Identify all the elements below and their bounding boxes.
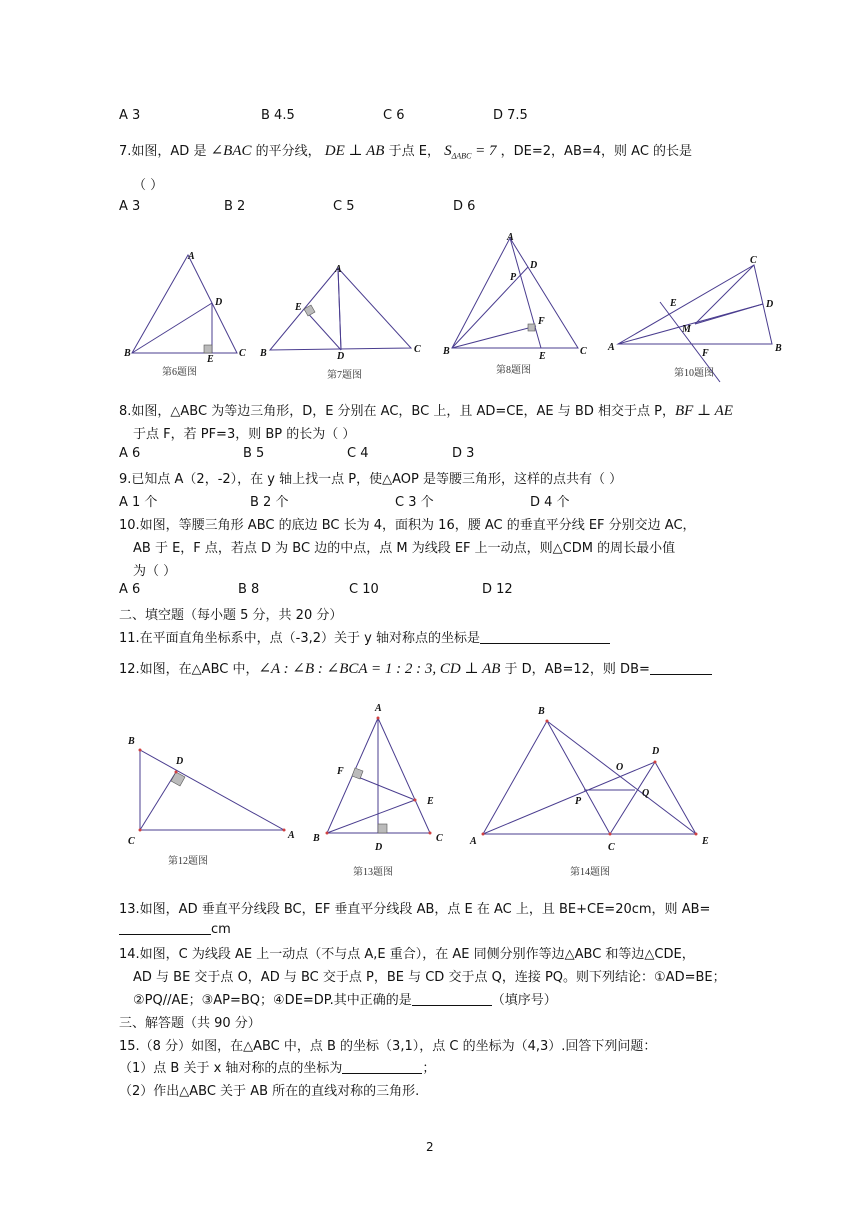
figure-q7 bbox=[255, 262, 425, 387]
svg-text:D: D bbox=[176, 756, 184, 767]
svg-text:F: F bbox=[538, 316, 545, 327]
q10-option-b: B 8 bbox=[238, 582, 260, 597]
q7-option-a: A 3 bbox=[119, 199, 141, 214]
q14-stem-line3: ②PQ//AE；③AP=BQ；④DE=DP.其中正确的是 （填序号） bbox=[133, 993, 557, 1008]
svg-text:B: B bbox=[443, 346, 450, 357]
q15-part2: （2）作出△ABC 关于 AB 所在的直线对称的三角形. bbox=[119, 1084, 420, 1099]
figure-q12 bbox=[122, 730, 302, 870]
section-2-heading: 二、填空题（每小题 5 分，共 20 分） bbox=[119, 608, 343, 623]
q9-option-d: D 4 个 bbox=[530, 495, 570, 510]
q13-stem-line1: 13.如图，AD 垂直平分线段 BC，EF 垂直平分线段 AB，点 E 在 AC 上，且 BE+CE=20cm，则 AB= bbox=[119, 902, 711, 917]
svg-text:B: B bbox=[124, 348, 131, 359]
q8-option-d: D 3 bbox=[452, 446, 475, 461]
svg-text:C: C bbox=[436, 833, 443, 844]
svg-text:C: C bbox=[608, 842, 615, 853]
caption-fig12: 第12题图 bbox=[168, 856, 208, 867]
q15-answer-blank[interactable] bbox=[342, 1059, 422, 1074]
q7-option-b: B 2 bbox=[224, 199, 246, 214]
figure-q8 bbox=[440, 228, 585, 378]
figure-q10 bbox=[600, 252, 790, 387]
svg-text:B: B bbox=[775, 343, 782, 354]
q10-option-a: A 6 bbox=[119, 582, 141, 597]
svg-text:A: A bbox=[608, 342, 615, 353]
svg-text:D: D bbox=[766, 299, 774, 310]
svg-text:A: A bbox=[288, 830, 295, 841]
caption-fig13: 第13题图 bbox=[353, 867, 393, 878]
q9-stem: 9.已知点 A（2，-2），在 y 轴上找一点 P，使△AOP 是等腰三角形，这样的点共有（ ） bbox=[119, 472, 623, 487]
figure-q13 bbox=[305, 700, 455, 885]
page-number: 2 bbox=[426, 1140, 434, 1154]
q9-option-b: B 2 个 bbox=[250, 495, 289, 510]
q12-stem: 12.如图，在△ABC 中，∠A : ∠B : ∠BCA = 1 : 2 : 3, CD ⊥ AB 于 D，AB=12，则 DB= bbox=[119, 658, 712, 678]
svg-text:D: D bbox=[375, 842, 383, 853]
svg-text:M: M bbox=[682, 324, 691, 335]
svg-text:A: A bbox=[470, 836, 477, 847]
svg-text:E: E bbox=[702, 836, 709, 847]
q7-stem: 7.如图，AD 是 ∠BAC 的平分线， DE ⊥ AB 于点 E， $S_{\Delta ABC} = 7$ ，DE=2，AB=4，则 AC 的长是 bbox=[119, 143, 693, 161]
q15-part1: （1）点 B 关于 x 轴对称的点的坐标为 ； bbox=[119, 1061, 436, 1076]
svg-text:B: B bbox=[260, 348, 267, 359]
q14-stem-line2: AD 与 BE 交于点 O，AD 与 BC 交于点 P，BE 与 CD 交于点 Q，连接 PQ。则下列结论：①AD=BE； bbox=[133, 970, 726, 985]
q6-option-c: C 6 bbox=[383, 108, 405, 123]
svg-text:A: A bbox=[375, 703, 382, 714]
q14-stem-line1: 14.如图，C 为线段 AE 上一动点（不与点 A,E 重合），在 AE 同侧分别作等边△ABC 和等边△CDE， bbox=[119, 947, 695, 962]
svg-text:D: D bbox=[652, 746, 660, 757]
svg-text:E: E bbox=[295, 302, 302, 313]
q10-stem-line1: 10.如图，等腰三角形 ABC 的底边 BC 长为 4，面积为 16，腰 AC 的垂直平分线 EF 分别交边 AC， bbox=[119, 518, 696, 533]
q7-answer-paren: （ ） bbox=[133, 178, 164, 193]
svg-text:C: C bbox=[414, 344, 421, 355]
svg-text:F: F bbox=[702, 348, 709, 359]
q13-answer-blank[interactable] bbox=[119, 920, 211, 935]
svg-text:A: A bbox=[188, 251, 195, 262]
q10-stem-line2: AB 于 E，F 点，若点 D 为 BC 边的中点，点 M 为线段 EF 上一动点，则△CDM 的周长最小值 bbox=[133, 541, 676, 556]
svg-text:F: F bbox=[337, 766, 344, 777]
svg-text:C: C bbox=[239, 348, 246, 359]
svg-text:P: P bbox=[510, 272, 517, 283]
svg-text:C: C bbox=[580, 346, 587, 357]
q13-stem-line2: cm bbox=[119, 920, 231, 937]
q9-option-c: C 3 个 bbox=[395, 495, 434, 510]
q6-option-b: B 4.5 bbox=[261, 108, 295, 123]
svg-text:E: E bbox=[670, 298, 677, 309]
q9-option-a: A 1 个 bbox=[119, 495, 158, 510]
caption-fig14: 第14题图 bbox=[570, 867, 610, 878]
q10-stem-line3: 为（ ） bbox=[133, 564, 177, 579]
q8-stem-line2: 于点 F，若 PF=3，则 BP 的长为（ ） bbox=[133, 427, 356, 442]
svg-text:C: C bbox=[750, 255, 757, 266]
svg-text:C: C bbox=[128, 836, 135, 847]
svg-text:P: P bbox=[575, 796, 582, 807]
q7-option-c: C 5 bbox=[333, 199, 355, 214]
figure-q6 bbox=[120, 245, 260, 385]
caption-fig10: 第10题图 bbox=[674, 368, 714, 379]
svg-text:A: A bbox=[507, 232, 514, 243]
figure-q14 bbox=[462, 700, 722, 885]
q15-stem-line1: 15.（8 分）如图，在△ABC 中，点 B 的坐标（3,1），点 C 的坐标为（4,3）.回答下列问题： bbox=[119, 1039, 657, 1054]
section-3-heading: 三、解答题（共 90 分） bbox=[119, 1016, 261, 1031]
caption-fig7: 第7题图 bbox=[327, 370, 362, 381]
svg-text:E: E bbox=[539, 351, 546, 362]
q6-option-d: D 7.5 bbox=[493, 108, 528, 123]
q11-stem: 11.在平面直角坐标系中，点（-3,2）关于 y 轴对称点的坐标是 bbox=[119, 627, 610, 646]
q6-option-a: A 3 bbox=[119, 108, 141, 123]
q10-option-d: D 12 bbox=[482, 582, 513, 597]
svg-text:B: B bbox=[538, 706, 545, 717]
svg-text:E: E bbox=[427, 796, 434, 807]
svg-text:O: O bbox=[616, 762, 624, 773]
q8-option-b: B 5 bbox=[243, 446, 265, 461]
q10-option-c: C 10 bbox=[349, 582, 379, 597]
svg-text:B: B bbox=[313, 833, 320, 844]
q11-answer-blank[interactable] bbox=[480, 629, 610, 644]
caption-fig8: 第8题图 bbox=[496, 365, 531, 376]
svg-text:B: B bbox=[128, 736, 135, 747]
q7-option-d: D 6 bbox=[453, 199, 476, 214]
svg-text:E: E bbox=[207, 354, 214, 365]
q8-option-a: A 6 bbox=[119, 446, 141, 461]
q12-answer-blank[interactable] bbox=[650, 660, 712, 675]
q8-option-c: C 4 bbox=[347, 446, 369, 461]
svg-text:A: A bbox=[335, 264, 342, 275]
svg-text:D: D bbox=[530, 260, 538, 271]
svg-text:D: D bbox=[337, 351, 345, 362]
svg-text:Q: Q bbox=[642, 788, 650, 799]
svg-text:D: D bbox=[215, 297, 223, 308]
q14-answer-blank[interactable] bbox=[412, 991, 492, 1006]
caption-fig6: 第6题图 bbox=[162, 367, 197, 378]
q8-stem-line1: 8.如图，△ABC 为等边三角形，D，E 分别在 AC，BC 上，且 AD=CE，AE 与 BD 相交于点 P，BF ⊥ AE bbox=[119, 403, 733, 419]
